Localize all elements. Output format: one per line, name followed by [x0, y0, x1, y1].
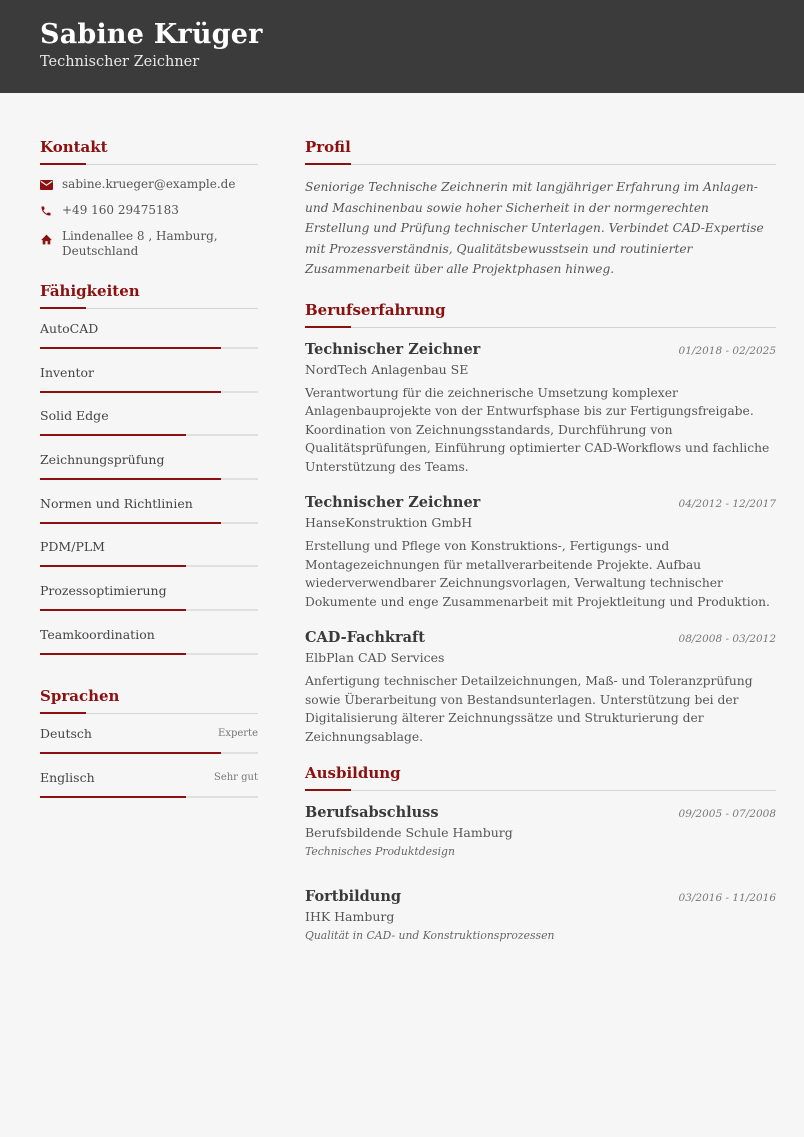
language-level: Sehr gut — [213, 771, 258, 783]
skill-bar — [40, 478, 258, 480]
language-level: Experte — [218, 727, 258, 739]
skill-bar-fill — [40, 609, 186, 611]
education-dates: 09/2005 - 07/2008 — [678, 808, 776, 821]
phone-text[interactable]: +49 160 29475183 — [62, 203, 179, 217]
job-description: Verantwortung für die zeichnerische Umsetzung komplexer Anlagenbauprojekte von der Entwurfsphase bis zur Fertigungsfreigabe. Koordination von Zeichnungsstandards, Durchführung von Qualitätsprüfungen, Einführung optimierter CAD-Workflows und fachliche Unterstützung des Teams. — [305, 385, 770, 474]
skill-item — [40, 407, 258, 451]
institution-name: IHK Hamburg — [305, 909, 395, 925]
language-item — [40, 725, 258, 769]
job-description: Erstellung und Pflege von Konstruktions-, Fertigungs- und Montagezeichnungen für metallverarbeitende Projekte. Aufbau wiederverwendbarer Zeichnungsvorlagen, Verwaltung technischer Dokumente und enge Zusammenarbeit mit Projektleitung und Produktion. — [305, 539, 770, 609]
language-list — [40, 725, 258, 813]
language-item — [40, 769, 258, 813]
experience-heading: Berufserfahrung — [305, 300, 776, 328]
language-label: Deutsch — [40, 725, 92, 741]
experience-entry — [305, 493, 776, 611]
skill-item — [40, 582, 258, 626]
address-text: Lindenallee 8 , Hamburg, Deutschland — [62, 229, 218, 258]
contact-section — [40, 137, 258, 259]
institution-name: Berufsbildende Schule Hamburg — [305, 825, 513, 841]
education-subject: Technisches Produktdesign — [305, 845, 455, 859]
contact-heading: Kontakt — [40, 137, 258, 165]
language-bar-fill — [40, 796, 186, 798]
contact-email — [40, 177, 258, 192]
experience-entry — [305, 340, 776, 477]
contact-phone — [40, 203, 258, 218]
degree-title: Berufsabschluss — [305, 804, 439, 822]
skill-bar — [40, 653, 258, 655]
language-label: Englisch — [40, 769, 95, 785]
home-icon — [40, 231, 54, 246]
mail-icon — [40, 177, 54, 192]
profile-section — [305, 137, 776, 280]
job-dates: 04/2012 - 12/2017 — [678, 498, 776, 511]
skill-bar — [40, 391, 258, 393]
education-entry — [305, 887, 776, 943]
skill-bar-fill — [40, 522, 221, 524]
skill-bar — [40, 609, 258, 611]
skill-item — [40, 538, 258, 582]
skill-item — [40, 626, 258, 670]
degree-title: Fortbildung — [305, 888, 402, 906]
job-company: NordTech Anlagenbau SE — [305, 361, 469, 377]
skill-label: PDM/PLM — [40, 539, 105, 555]
job-position: Technischer Zeichner — [305, 494, 481, 512]
education-list — [305, 803, 776, 943]
skill-label: Normen und Richtlinien — [40, 495, 193, 511]
skill-label: Prozessoptimierung — [40, 583, 167, 599]
job-title: Technischer Zeichner — [40, 54, 200, 70]
experience-section — [305, 300, 776, 747]
contact-address — [40, 229, 258, 259]
skill-bar-fill — [40, 565, 186, 567]
language-bar — [40, 796, 258, 798]
language-bar-fill — [40, 752, 221, 754]
language-bar — [40, 752, 258, 754]
skill-bar — [40, 347, 258, 349]
job-position: CAD-Fachkraft — [305, 629, 425, 647]
resume-header — [0, 0, 804, 93]
experience-list — [305, 340, 776, 747]
phone-icon — [40, 203, 54, 218]
job-company: ElbPlan CAD Services — [305, 650, 445, 666]
skill-bar — [40, 565, 258, 567]
education-dates: 03/2016 - 11/2016 — [678, 892, 776, 905]
skill-bar — [40, 434, 258, 436]
education-section — [305, 763, 776, 943]
skill-item — [40, 320, 258, 364]
skill-item — [40, 495, 258, 539]
email-text[interactable]: sabine.krueger@example.de — [62, 177, 236, 191]
person-name: Sabine Krüger — [40, 19, 263, 50]
skills-section — [40, 281, 258, 670]
skill-label: Solid Edge — [40, 408, 109, 424]
job-position: Technischer Zeichner — [305, 340, 481, 358]
sidebar — [40, 93, 258, 813]
skill-item — [40, 451, 258, 495]
skill-bar — [40, 522, 258, 524]
skill-label: Zeichnungsprüfung — [40, 452, 165, 468]
education-subject: Qualität in CAD- und Konstruktionsprozessen — [305, 929, 555, 943]
contact-list — [40, 177, 258, 259]
skill-bar-fill — [40, 391, 221, 393]
main-content — [305, 93, 776, 971]
skills-heading: Fähigkeiten — [40, 281, 258, 309]
languages-heading: Sprachen — [40, 686, 258, 714]
skill-label: Teamkoordination — [40, 626, 155, 642]
skill-label: AutoCAD — [40, 321, 99, 336]
profile-summary: Seniorige Technische Zeichnerin mit langjähriger Erfahrung im Anlagen- und Maschinenbau sowie hoher Sicherheit in der normgerechten Erstellung und Prüfung technischer Unterlagen. Verbindet CAD-Expertise mit Prozessverständnis, Qualitätsbewusstsein und routinierter Zusammenarbeit über alle Projektphasen hinweg. — [305, 180, 764, 277]
languages-section — [40, 686, 258, 813]
profile-heading: Profil — [305, 137, 776, 165]
skill-list — [40, 320, 258, 670]
skill-bar-fill — [40, 478, 221, 480]
experience-entry — [305, 628, 776, 746]
job-dates: 08/2008 - 03/2012 — [678, 633, 776, 646]
job-description: Anfertigung technischer Detailzeichnungen, Maß- und Toleranzprüfung sowie Überarbeitung von Bestandsunterlagen. Unterstützung bei der Digitalisierung älterer Zeichnungssätze und Strukturierung der Zeichnungsablage. — [305, 674, 753, 744]
skill-bar-fill — [40, 653, 186, 655]
education-entry — [305, 803, 776, 859]
skill-item — [40, 364, 258, 408]
job-dates: 01/2018 - 02/2025 — [678, 344, 776, 357]
skill-bar-fill — [40, 434, 186, 436]
job-company: HanseKonstruktion GmbH — [305, 515, 473, 531]
skill-label: Inventor — [40, 364, 95, 380]
skill-bar-fill — [40, 347, 221, 349]
education-heading: Ausbildung — [305, 763, 776, 791]
